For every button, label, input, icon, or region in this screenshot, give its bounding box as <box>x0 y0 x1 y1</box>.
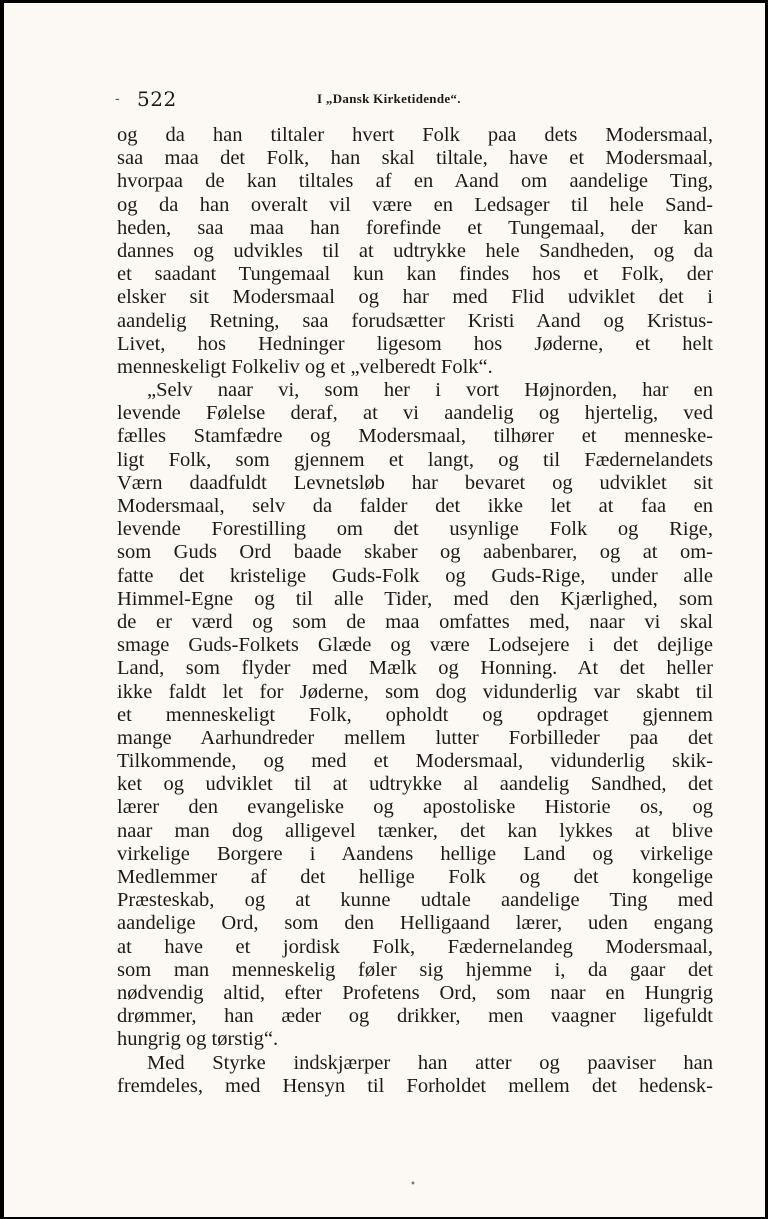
margin-mark: - <box>115 91 120 107</box>
text-line: lærer den evangeliske og apostoliske Historie os, og <box>117 796 713 819</box>
text-line: drømmer, han æder og drikker, men vaagner ligefuldt <box>117 1005 713 1028</box>
text-line: nødvendig altid, efter Profetens Ord, som naar en Hungrig <box>117 981 713 1004</box>
text-line: mange Aarhundreder mellem lutter Forbilleder paa det <box>117 726 713 749</box>
text-line: at have et jordisk Folk, Fædernelandeg Modersmaal, <box>117 935 713 958</box>
running-head: I „Dansk Kirketidende“. <box>317 91 461 106</box>
text-line: og da han overalt vil være en Ledsager til hele Sand- <box>117 193 713 216</box>
text-line: virkelige Borgere i Aandens hellige Land og virkelige <box>117 842 713 865</box>
body-text <box>117 124 713 1098</box>
text-line: fatte det kristelige Guds-Folk og Guds-Rige, under alle <box>117 564 713 587</box>
text-line: elsker sit Modersmaal og har med Flid udviklet det i <box>117 286 713 309</box>
book-page <box>4 3 765 1217</box>
text-line: ikke faldt let for Jøderne, som dog vidunderlig var skabt til <box>117 680 713 703</box>
text-line: aandelig Retning, saa forudsætter Kristi Aand og Kristus- <box>117 309 713 332</box>
text-line: Himmel-Egne og til alle Tider, med den Kjærlighed, som <box>117 587 713 610</box>
text-line: levende Følelse deraf, at vi aandelig og hjertelig, ved <box>117 402 713 425</box>
text-line: hungrig og tørstig“. <box>117 1028 279 1051</box>
text-line: ket og udviklet til at udtrykke al aandelig Sandhed, det <box>117 773 713 796</box>
text-line: Med Styrke indskjærper han atter og paaviser han <box>147 1051 713 1074</box>
text-line: et menneskeligt Folk, opholdt og opdraget gjennem <box>117 703 713 726</box>
page-number: 522 <box>137 87 177 111</box>
text-line: et saadant Tungemaal kun kan findes hos et Folk, der <box>117 263 713 286</box>
text-line: hvorpaa de kan tiltales af en Aand om aandelige Ting, <box>117 170 713 193</box>
text-line: som Guds Ord baade skaber og aabenbarer, og at om- <box>117 541 713 564</box>
text-line: heden, saa maa han forefinde et Tungemaal, der kan <box>117 216 713 239</box>
text-line: saa maa det Folk, han skal tiltale, have et Modersmaal, <box>117 147 713 170</box>
text-line: Livet, hos Hedninger ligesom hos Jøderne, et helt <box>117 332 713 355</box>
footer-mark: • <box>410 1179 416 1190</box>
text-line: Modersmaal, selv da falder det ikke let at faa en <box>117 495 713 517</box>
text-line: Værn daadfuldt Levnetsløb har bevaret og udviklet sit <box>117 471 713 494</box>
text-line: aandelige Ord, som den Helligaand lærer, uden engang <box>117 912 713 935</box>
text-line: fælles Stamfædre og Modersmaal, tilhører et menneske- <box>117 425 713 448</box>
text-line: ligt Folk, som gjennem et langt, og til Fædernelandets <box>117 448 713 471</box>
text-line: Præsteskab, og at kunne udtale aandelige Ting med <box>117 889 713 912</box>
text-line: „Selv naar vi, som her i vort Højnorden, har en <box>147 379 713 402</box>
text-line: som man menneskelig føler sig hjemme i, da gaar det <box>117 958 713 981</box>
text-line: Medlemmer af det hellige Folk og det kongelige <box>117 866 713 888</box>
text-line: fremdeles, med Hensyn til Forholdet mellem det hedensk- <box>117 1074 713 1097</box>
text-line: naar man dog alligevel tænker, det kan lykkes at blive <box>117 819 713 842</box>
text-line: levende Forestilling om det usynlige Folk og Rige, <box>117 518 713 541</box>
text-line: Tilkommende, og med et Modersmaal, vidunderlig skik- <box>117 750 713 773</box>
text-line: smage Guds-Folkets Glæde og være Lodsejere i det dejlige <box>117 634 713 657</box>
text-line: dannes og udvikles til at udtrykke hele Sandheden, og da <box>117 239 713 262</box>
text-line: og da han tiltaler hvert Folk paa dets Modersmaal, <box>117 124 713 146</box>
text-line: Land, som flyder med Mælk og Honning. At det heller <box>117 657 713 680</box>
text-line: menneskeligt Folkeliv og et „velberedt Folk“. <box>117 355 493 378</box>
text-line: de er værd og som de maa omfattes med, naar vi skal <box>117 610 713 633</box>
